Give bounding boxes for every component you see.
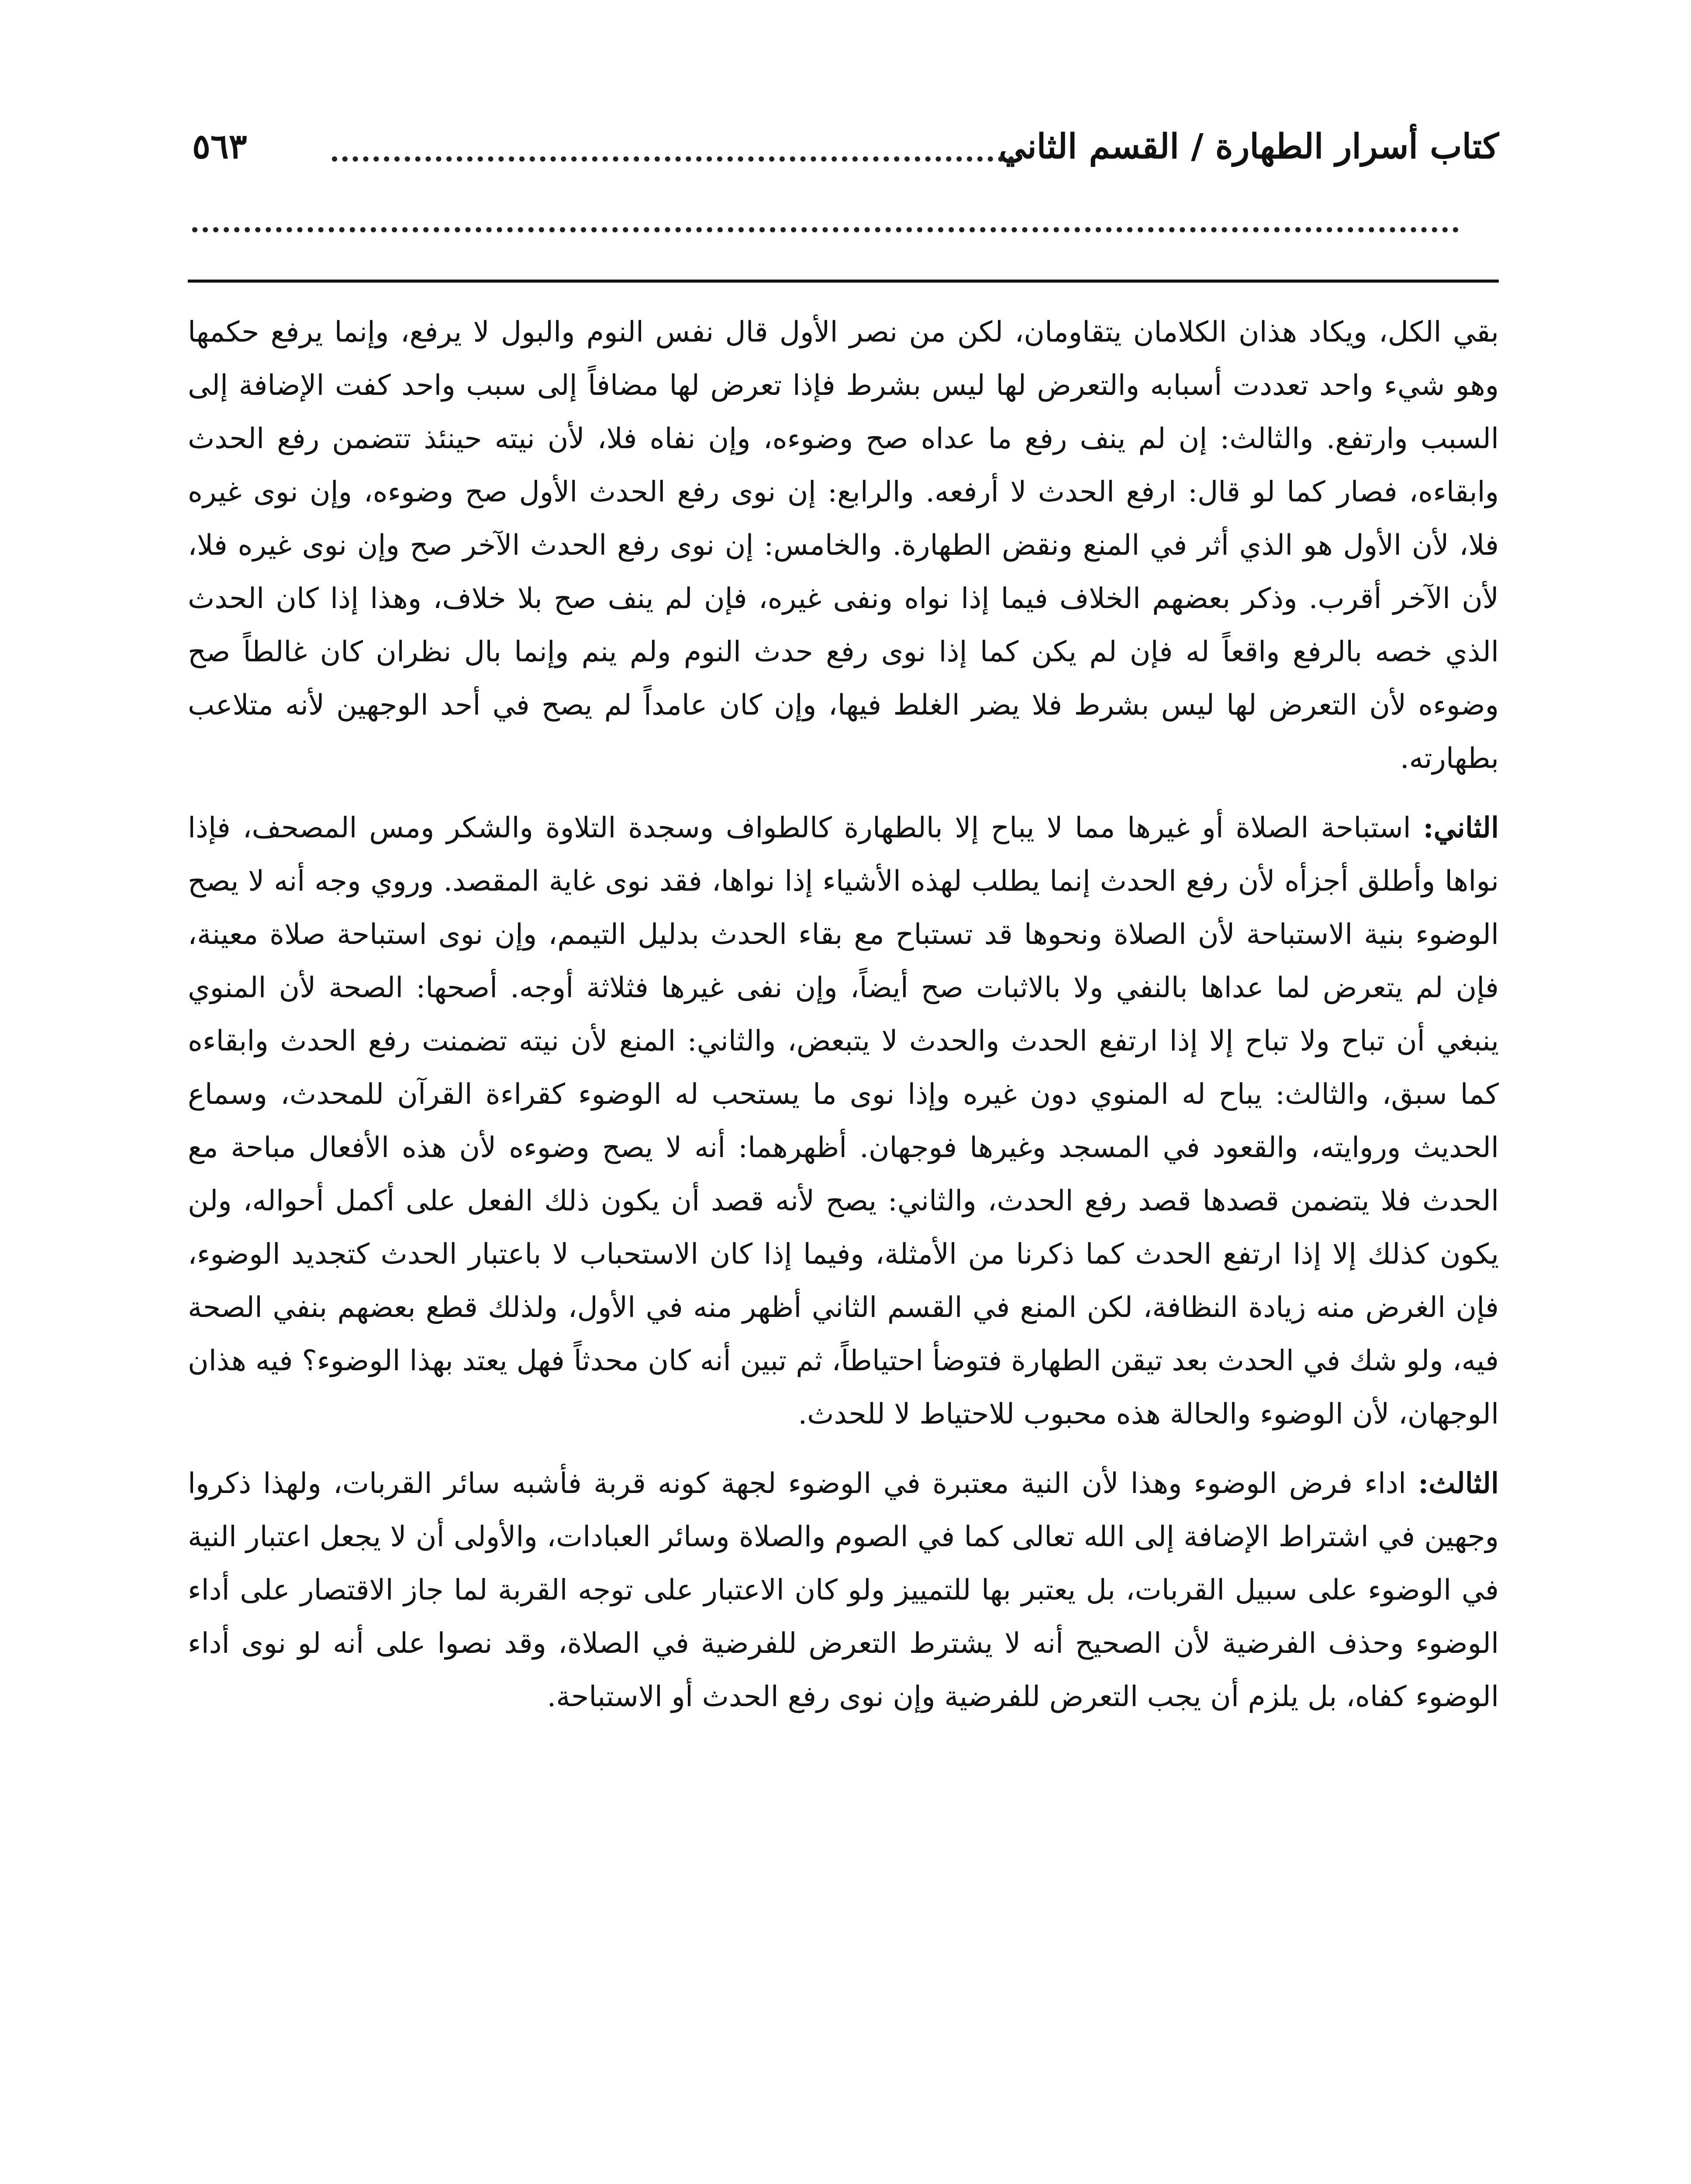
page-number: ٥٦٣	[192, 127, 247, 166]
running-header	[192, 100, 1499, 188]
paragraph-1	[188, 306, 1499, 785]
paragraph-2	[188, 801, 1499, 1441]
header-rule	[188, 280, 1499, 283]
dot-leader	[192, 214, 1459, 232]
paragraph-lead: الثالث:	[1418, 1467, 1499, 1500]
paragraph-text: بقي الكل، ويكاد هذان الكلامان يتقاومان، لكن من نصر الأول قال نفس النوم والبول لا يرفع، وإنما يرفع حكمها وهو شيء واحد تعددت أسبابه والتعرض لها ليس بشرط فإذا تعرض لها مضافاً إلى سبب واحد كفت الإضافة إلى السبب وارتفع. والثالث: إن لم ينف رفع ما عداه صح وضوءه، وإن نفاه فلا، لأن نيته حينئذ تتضمن رفع الحدث وابقاءه، فصار كما لو قال: ارفع الحدث لا أرفعه. والرابع: إن نوى رفع الحدث الأول صح وضوءه، وإن نوى غيره فلا، لأن الأول هو الذي أثر في المنع ونقض الطهارة. والخامس: إن نوى رفع الحدث الآخر صح وإن نوى غيره فلا، لأن الآخر أقرب. وذكر بعضهم الخلاف فيما إذا نواه ونفى غيره، فإن لم ينف صح بلا خلاف، وهذا إذا كان الحدث الذي خصه بالرفع واقعاً له فإن لم يكن كما إذا نوى رفع حدث النوم ولم ينم وإنما بال نظران كان غالطاً صح وضوءه لأن التعرض لها ليس بشرط فلا يضر الغلط فيها، وإن كان عامداً لم يصح في أحد الوجهين لأنه متلاعب بطهارته.	[188, 316, 1499, 775]
header-title: كتاب أسرار الطهارة / القسم الثاني	[998, 127, 1499, 166]
paragraph-text: استباحة الصلاة أو غيرها مما لا يباح إلا بالطهارة كالطواف وسجدة التلاوة والشكر ومس المصحف، فإذا نواها وأطلق أجزأه لأن رفع الحدث إنما يطلب لهذه الأشياء إذا نواها، فقد نوى غاية المقصد. وروي وجه أنه لا يصح الوضوء بنية الاستباحة لأن الصلاة ونحوها قد تستباح مع بقاء الحدث بدليل التيمم، وإن نوى استباحة صلاة معينة، فإن لم يتعرض لما عداها بالنفي ولا بالاثبات صح أيضاً، وإن نفى غيرها فثلاثة أوجه. أصحها: الصحة لأن المنوي ينبغي أن تباح ولا تباح إلا إذا ارتفع الحدث والحدث لا يتبعض، والثاني: المنع لأن نيته تضمنت رفع الحدث وابقاءه كما سبق، والثالث: يباح له المنوي دون غيره وإذا نوى ما يستحب له الوضوء كقراءة القرآن للمحدث، وسماع الحديث وروايته، والقعود في المسجد وغيرها فوجهان. أظهرهما: أنه لا يصح وضوءه لأن هذه الأفعال مباحة مع الحدث فلا يتضمن قصدها قصد رفع الحدث، والثاني: يصح لأنه قصد أن يكون ذلك الفعل على أكمل أحواله، ولن يكون كذلك إلا إذا ارتفع الحدث كما ذكرنا من الأمثلة، وفيما إذا كان الاستحباب لا باعتبار الحدث كتجديد الوضوء، فإن الغرض منه زيادة النظافة، لكن المنع في القسم الثاني أظهر منه في الأول، ولذلك قطع بعضهم بنفي الصحة فيه، ولو شك في الحدث بعد تيقن الطهارة فتوضأ احتياطاً، ثم تبين أنه كان محدثاً فهل يعتد بهذا الوضوء؟ فيه هذان الوجهان، لأن الوضوء والحالة هذه محبوب للاحتياط لا للحدث.	[188, 812, 1499, 1431]
header-dot-leader	[332, 121, 1014, 162]
main-text	[188, 306, 1499, 2184]
paragraph-3	[188, 1457, 1499, 1724]
paragraph-lead: الثاني:	[1423, 811, 1499, 844]
paragraph-text: اداء فرض الوضوء وهذا لأن النية معتبرة في الوضوء لجهة كونه قربة فأشبه سائر القربات، ولهذا ذكروا وجهين في اشتراط الإضافة إلى الله تعالى كما في الصوم والصلاة وسائر العبادات، والأولى أن لا يجعل اعتبار النية في الوضوء على سبيل القربات، بل يعتبر بها للتمييز ولو كان الاعتبار على توجه القربة لما جاز الاقتصار على أداء الوضوء وحذف الفرضية لأن الصحيح أنه لا يشترط التعرض للفرضية في الصلاة، وقد نصوا على أنه لو نوى أداء الوضوء كفاه، بل يلزم أن يجب التعرض للفرضية وإن نوى رفع الحدث أو الاستباحة.	[188, 1467, 1499, 1713]
